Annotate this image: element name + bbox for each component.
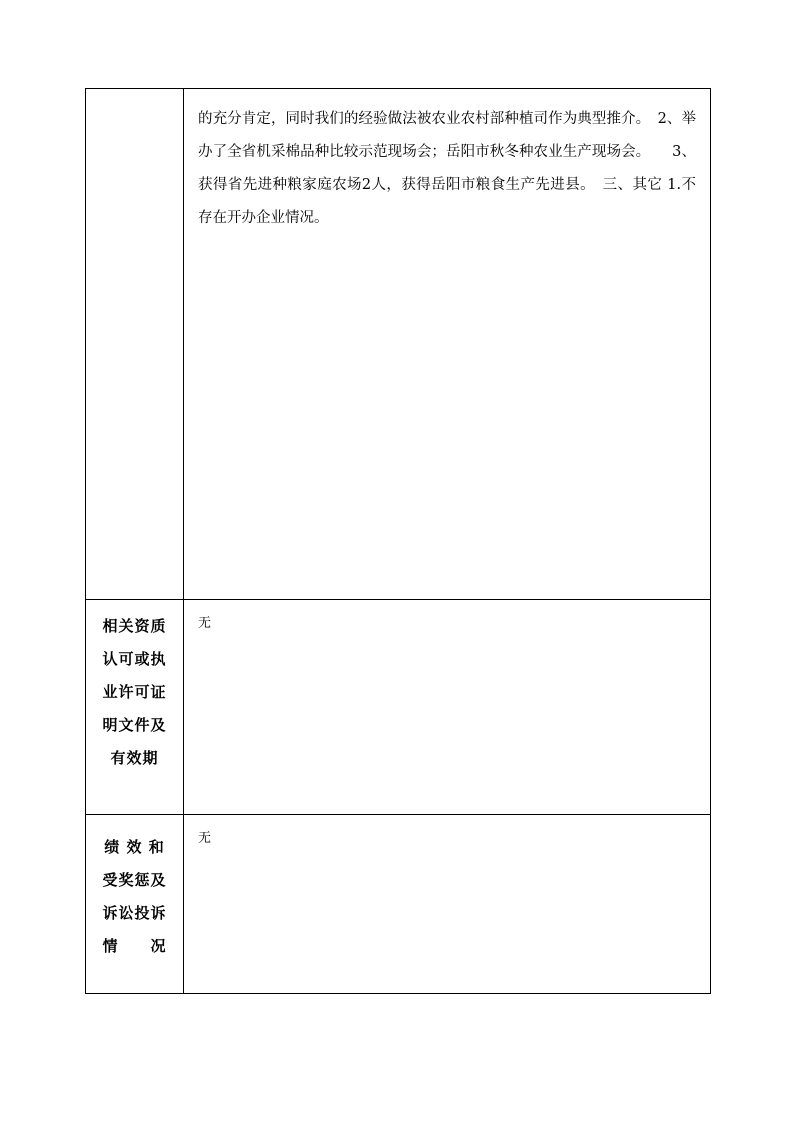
label-line: 相关资质 <box>102 617 167 635</box>
qualification-content-text: 无 <box>198 616 212 631</box>
row-label-cell-main <box>86 89 184 600</box>
row-label-cell-performance <box>86 815 184 994</box>
row-label-cell-qualification <box>86 600 184 815</box>
content-block-qualification <box>184 600 710 814</box>
table-row <box>86 600 711 815</box>
label-line: 认可或执 <box>102 650 167 668</box>
row-content-cell-qualification <box>184 600 711 815</box>
label-line: 明文件及 <box>102 716 167 734</box>
label-stack-qualification <box>86 600 183 810</box>
table-row <box>86 815 711 994</box>
table-row <box>86 89 711 600</box>
row-content-cell-performance <box>184 815 711 994</box>
label-line: 绩 效 和 <box>104 838 165 856</box>
label-line: 业许可证 <box>102 683 167 701</box>
label-stack-performance <box>86 815 183 993</box>
label-line: 情 况 <box>102 937 167 955</box>
label-line: 诉讼投诉 <box>102 904 167 922</box>
main-content-text: 的充分肯定，同时我们的经验做法被农业农村部种植司作为典型推介。 2、举办了全省机采棉品种比较示范现场会；岳阳市秋冬种农业生产现场会。 3、获得省先进种粮家庭农场2人，获得岳阳市粮食生产先进县。 三、其它 1.不存在开办企业情况。 <box>198 111 696 226</box>
row-content-cell-main <box>184 89 711 600</box>
label-line: 有效期 <box>110 749 159 767</box>
performance-content-text: 无 <box>198 831 212 846</box>
information-table <box>85 88 711 994</box>
content-block-main <box>184 89 710 599</box>
content-block-performance <box>184 815 710 991</box>
label-line: 受奖惩及 <box>102 871 167 889</box>
label-stack-main <box>86 89 183 599</box>
